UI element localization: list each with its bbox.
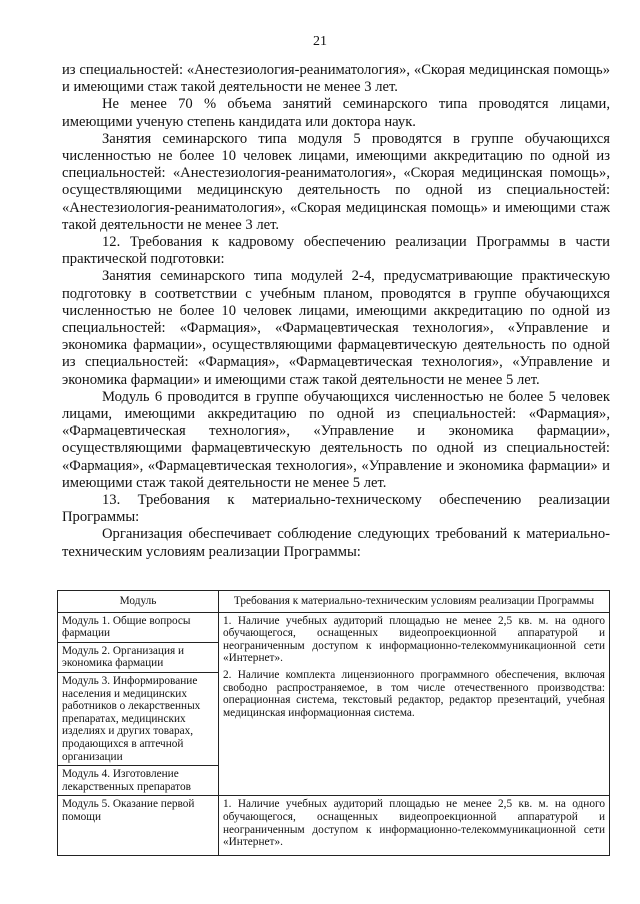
document-body (62, 62, 610, 561)
paragraph: Модуль 6 проводится в группе обучающихся численностью не более 5 человек лицами, имеющими аккредитацию по одной из специальностей: «Фармация», «Фармацевтическая технология», «Управление и экономика фармации», осуществляющими фармацевтическую деятельность по одной из специальностей: «Фармация», «Фармацевтическая технология», «Управление и экономика фармации» и имеющими стаж такой деятельности не менее 5 лет. (62, 388, 610, 491)
module-cell: Модуль 3. Информирование населения и медицинских работников о лекарственных препаратах, медицинских изделиях и других товарах, продающихся в аптечной организации (58, 672, 219, 765)
paragraph: Не менее 70 % объема занятий семинарского типа проводятся лицами, имеющими ученую степень кандидата или доктора наук. (62, 96, 610, 130)
module-cell: Модуль 2. Организация и экономика фармации (58, 642, 219, 672)
page-number: 21 (313, 34, 327, 49)
requirements-cell (219, 796, 610, 855)
paragraph: Организация обеспечивает соблюдение следующих требований к материально-техническим условиям реализации Программы: (62, 526, 610, 560)
requirements-table (57, 590, 610, 856)
table-row (58, 612, 610, 642)
requirement-item: 2. Наличие комплекта лицензионного программного обеспечения, включая свободно распространяемое, в том числе отечественного производства: операционная система, текстовый редактор, редактор презентаций, учебная медицинская информационная система. (223, 668, 605, 719)
module-cell: Модуль 1. Общие вопросы фармации (58, 612, 219, 642)
module-cell: Модуль 4. Изготовление лекарственных препаратов (58, 766, 219, 796)
module-cell: Модуль 5. Оказание первой помощи (58, 796, 219, 855)
header-requirements: Требования к материально-техническим условиям реализации Программы (219, 591, 610, 613)
table-header-row (58, 591, 610, 613)
table-row (58, 796, 610, 855)
requirement-item: 1. Наличие учебных аудиторий площадью не менее 2,5 кв. м. на одного обучающегося, оснащенных видеопроекционной аппаратурой и неограниченным доступом к информационно-телекоммуникационной сети «Интернет». (223, 798, 605, 849)
requirements-cell (219, 612, 610, 796)
paragraph: из специальностей: «Анестезиология-реаниматология», «Скорая медицинская помощь» и имеющими стаж такой деятельности не менее 3 лет. (62, 62, 610, 96)
paragraph: Занятия семинарского типа модулей 2-4, предусматривающие практическую подготовку в соответствии с учебным планом, проводятся в группе обучающихся численностью не более 10 человек лицами, имеющими аккредитацию по одной из специальностей: «Фармация», «Фармацевтическая технология», «Управление и экономика фармации», осуществляющими фармацевтическую деятельность по одной из специальностей: «Фармация», «Фармацевтическая технология», «Управление и экономика фармации» и имеющими стаж такой деятельности не менее 5 лет. (62, 268, 610, 388)
paragraph: Занятия семинарского типа модуля 5 проводятся в группе обучающихся численностью не более 10 человек лицами, имеющими аккредитацию по одной из специальностей: «Анестезиология-реаниматология», «Скорая медицинская помощь», осуществляющими медицинскую деятельность по одной из специальностей: «Анестезиология-реаниматология», «Скорая медицинская помощь» и имеющими стаж такой деятельности не менее 3 лет. (62, 130, 610, 233)
requirement-item: 1. Наличие учебных аудиторий площадью не менее 2,5 кв. м. на одного обучающегося, оснащенных видеопроекционной аппаратурой и неограниченным доступом к информационно-телекоммуникационной сети «Интернет». (223, 614, 605, 665)
section-heading: 13. Требования к материально-техническому обеспечению реализации Программы: (62, 492, 610, 526)
section-heading: 12. Требования к кадровому обеспечению реализации Программы в части практической подготовки: (62, 234, 610, 268)
header-module: Модуль (58, 591, 219, 613)
